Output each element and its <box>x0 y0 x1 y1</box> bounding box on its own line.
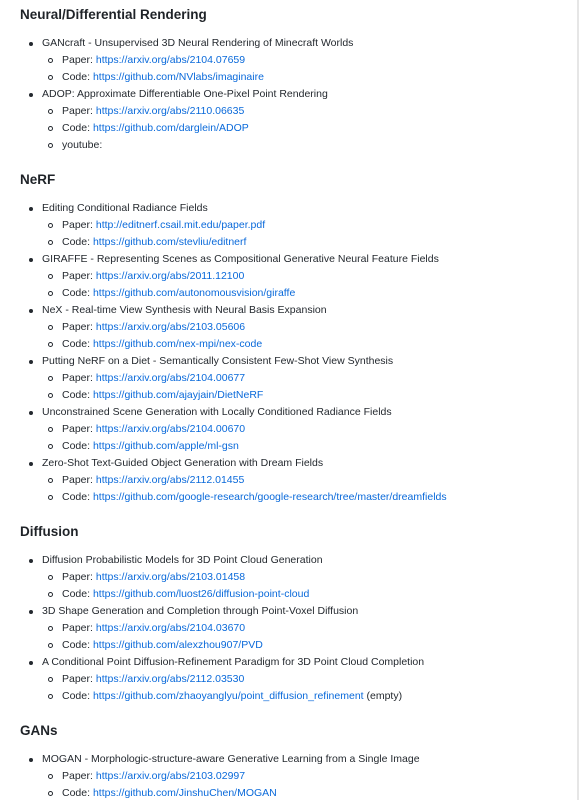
code-entry: Code: https://github.com/autonomousvision/giraffe <box>42 285 579 302</box>
paper-link[interactable]: https://arxiv.org/abs/2110.06635 <box>95 105 245 117</box>
item-list <box>20 751 579 802</box>
paper-link[interactable]: http://editnerf.csail.mit.edu/paper.pdf <box>95 219 266 231</box>
code-link[interactable]: https://github.com/apple/ml-gsn <box>92 440 239 452</box>
item-title: Editing Conditional Radiance Fields <box>42 202 208 214</box>
paper-link[interactable]: https://arxiv.org/abs/2103.01458 <box>95 571 246 583</box>
code-suffix: (empty) <box>363 690 403 702</box>
paper-entry: Paper: https://arxiv.org/abs/2104.00677 <box>42 370 579 387</box>
code-entry: Code: https://github.com/ajayjain/DietNeRF <box>42 387 579 404</box>
paper-link[interactable]: https://arxiv.org/abs/2104.03670 <box>95 622 246 634</box>
code-entry: Code: https://github.com/apple/ml-gsn <box>42 438 579 455</box>
paper-entry: Paper: https://arxiv.org/abs/2011.12100 <box>42 268 579 285</box>
item-list <box>20 552 579 705</box>
list-item <box>20 200 579 251</box>
code-link[interactable]: https://github.com/ajayjain/DietNeRF <box>92 389 264 401</box>
list-item <box>20 35 579 86</box>
item-title: Zero-Shot Text-Guided Object Generation with Dream Fields <box>42 457 324 469</box>
list-item <box>20 404 579 455</box>
list-item <box>20 251 579 302</box>
code-entry: Code: https://github.com/darglein/ADOP <box>42 120 579 137</box>
list-item <box>20 552 579 603</box>
paper-link[interactable]: https://arxiv.org/abs/2011.12100 <box>95 270 245 282</box>
code-entry: Code: https://github.com/zhaoyanglyu/point_diffusion_refinement (empty) <box>42 688 579 705</box>
code-link[interactable]: https://github.com/zhaoyanglyu/point_diffusion_refinement <box>92 690 364 702</box>
item-title: A Conditional Point Diffusion-Refinement Paradigm for 3D Point Cloud Completion <box>42 656 425 668</box>
paper-entry: Paper: https://arxiv.org/abs/2103.05606 <box>42 319 579 336</box>
code-link[interactable]: https://github.com/NVlabs/imaginaire <box>92 71 264 83</box>
paper-link[interactable]: https://arxiv.org/abs/2103.05606 <box>95 321 246 333</box>
section-neural-rendering <box>20 6 579 154</box>
item-title: 3D Shape Generation and Completion through Point-Voxel Diffusion <box>42 605 359 617</box>
list-item <box>20 353 579 404</box>
code-link[interactable]: https://github.com/darglein/ADOP <box>92 122 249 134</box>
list-item <box>20 654 579 705</box>
code-link[interactable]: https://github.com/luost26/diffusion-point-cloud <box>92 588 310 600</box>
code-entry: Code: https://github.com/nex-mpi/nex-code <box>42 336 579 353</box>
list-item <box>20 302 579 353</box>
code-entry: Code: https://github.com/luost26/diffusion-point-cloud <box>42 586 579 603</box>
section-heading: NeRF <box>20 172 56 187</box>
section-heading: GANs <box>20 723 58 738</box>
paper-link[interactable]: https://arxiv.org/abs/2104.00677 <box>95 372 246 384</box>
paper-entry: Paper: https://arxiv.org/abs/2110.06635 <box>42 103 579 120</box>
paper-entry: Paper: https://arxiv.org/abs/2104.03670 <box>42 620 579 637</box>
section-heading: Neural/Differential Rendering <box>20 7 207 22</box>
section-gans <box>20 722 579 802</box>
code-link[interactable]: https://github.com/nex-mpi/nex-code <box>92 338 263 350</box>
item-title: ADOP: Approximate Differentiable One-Pixel Point Rendering <box>42 88 328 100</box>
code-link[interactable]: https://github.com/alexzhou907/PVD <box>92 639 263 651</box>
list-item <box>20 455 579 506</box>
paper-entry: Paper: https://arxiv.org/abs/2112.03530 <box>42 671 579 688</box>
paper-link[interactable]: https://arxiv.org/abs/2104.07659 <box>95 54 246 66</box>
paper-link[interactable]: https://arxiv.org/abs/2112.01455 <box>95 474 245 486</box>
code-link[interactable]: https://github.com/autonomousvision/giraffe <box>92 287 296 299</box>
youtube-entry: youtube: <box>42 137 579 154</box>
paper-entry: Paper: http://editnerf.csail.mit.edu/paper.pdf <box>42 217 579 234</box>
item-title: Putting NeRF on a Diet - Semantically Consistent Few-Shot View Synthesis <box>42 355 394 367</box>
list-item <box>20 86 579 154</box>
paper-entry: Paper: https://arxiv.org/abs/2104.00670 <box>42 421 579 438</box>
code-entry: Code: https://github.com/JinshuChen/MOGAN <box>42 785 579 802</box>
paper-link[interactable]: https://arxiv.org/abs/2103.02997 <box>95 770 246 782</box>
paper-link[interactable]: https://arxiv.org/abs/2104.00670 <box>95 423 246 435</box>
item-title: GANcraft - Unsupervised 3D Neural Rendering of Minecraft Worlds <box>42 37 354 49</box>
paper-link[interactable]: https://arxiv.org/abs/2112.03530 <box>95 673 245 685</box>
item-title: Unconstrained Scene Generation with Locally Conditioned Radiance Fields <box>42 406 392 418</box>
paper-entry: Paper: https://arxiv.org/abs/2103.02997 <box>42 768 579 785</box>
paper-entry: Paper: https://arxiv.org/abs/2112.01455 <box>42 472 579 489</box>
list-item <box>20 603 579 654</box>
item-title: MOGAN - Morphologic-structure-aware Generative Learning from a Single Image <box>42 753 420 765</box>
code-link[interactable]: https://github.com/google-research/google-research/tree/master/dreamfields <box>92 491 447 503</box>
list-item <box>20 751 579 802</box>
paper-entry: Paper: https://arxiv.org/abs/2104.07659 <box>42 52 579 69</box>
code-entry: Code: https://github.com/stevliu/editnerf <box>42 234 579 251</box>
code-entry: Code: https://github.com/NVlabs/imaginaire <box>42 69 579 86</box>
code-link[interactable]: https://github.com/stevliu/editnerf <box>92 236 247 248</box>
paper-entry: Paper: https://arxiv.org/abs/2103.01458 <box>42 569 579 586</box>
item-title: GIRAFFE - Representing Scenes as Compositional Generative Neural Feature Fields <box>42 253 439 265</box>
section-diffusion <box>20 523 579 705</box>
item-list <box>20 35 579 154</box>
section-heading: Diffusion <box>20 524 79 539</box>
code-entry: Code: https://github.com/google-research/google-research/tree/master/dreamfields <box>42 489 579 506</box>
item-list <box>20 200 579 506</box>
code-link[interactable]: https://github.com/JinshuChen/MOGAN <box>92 787 277 799</box>
section-nerf <box>20 171 579 506</box>
item-title: Diffusion Probabilistic Models for 3D Point Cloud Generation <box>42 554 323 566</box>
code-entry: Code: https://github.com/alexzhou907/PVD <box>42 637 579 654</box>
item-title: NeX - Real-time View Synthesis with Neural Basis Expansion <box>42 304 327 316</box>
